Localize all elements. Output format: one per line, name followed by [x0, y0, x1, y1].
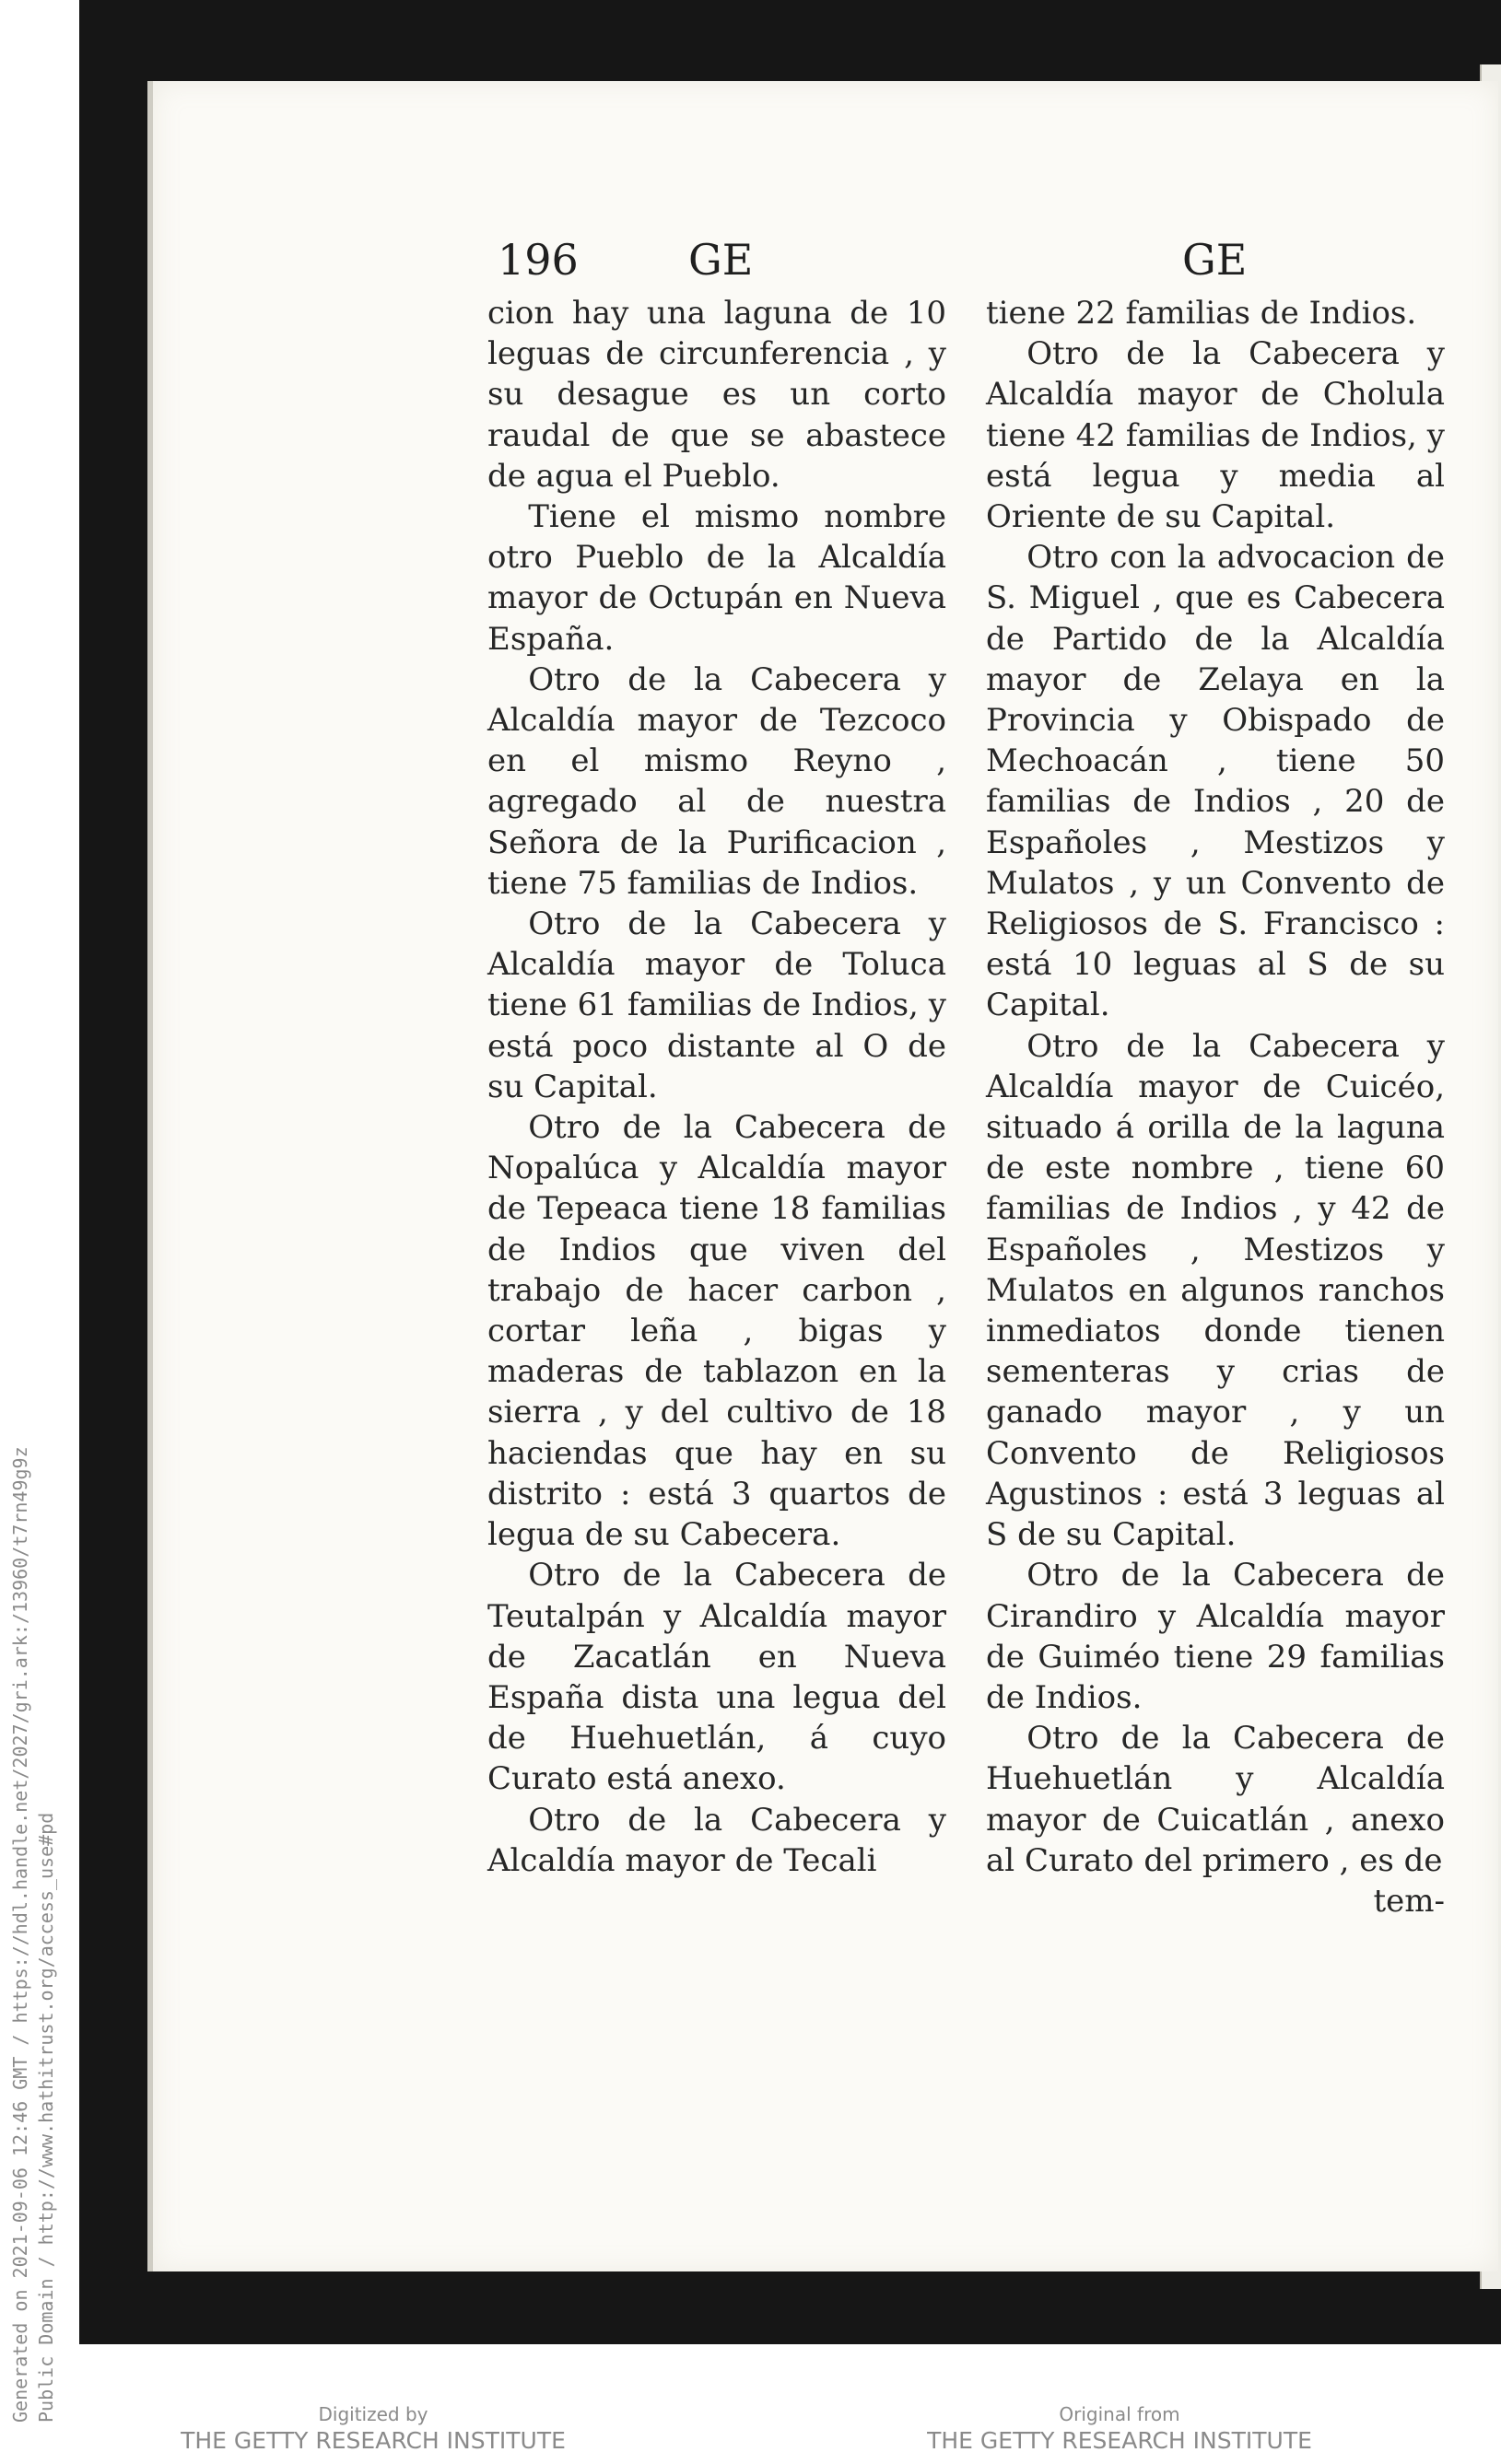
page-number: 196 — [498, 235, 579, 285]
footer-institution: THE GETTY RESEARCH INSTITUTE — [181, 2427, 566, 2454]
paragraph: Otro de la Cabecera de Cirandiro y Alcaldía mayor de Guiméo tiene 29 familias de Indios. — [986, 1557, 1445, 1716]
paragraph: Otro de la Cabecera de Huehuetlán y Alcaldía mayor de Cuicatlán , anexo al Curato del primero , es de — [986, 1720, 1445, 1879]
watermark-line-1: Generated on 2021-09-06 12:46 GMT / https://hdl.handle.net/2027/gri.ark:/13960/t7rn49g9z — [9, 1446, 31, 2423]
paragraph: Otro con la advocacion de S. Miguel , que es Cabecera de Partido de la Alcaldía mayor de Zelaya en la Provincia y Obispado de Mechoacán , tiene 50 familias de Indios , 20 de Españoles , Mestizos y Mulatos , y un Convento de Religiosos de S. Francisco : está 10 leguas al S de su Capital. — [986, 539, 1445, 1024]
footer-label: Original from — [1059, 2403, 1180, 2425]
footer-original-from — [921, 2402, 1318, 2456]
paragraph: Otro de la Cabecera y Alcaldía mayor de Cuicéo, situado á orilla de la laguna de este nombre , tiene 60 familias de Indios , y 42 de Españoles , Mestizos y Mulatos en algunos ranchos inmediatos donde tienen sementeras y crias de ganado mayor , y un Convento de Religiosos Agustinos : está 3 leguas al S de su Capital. — [986, 1027, 1445, 1554]
paragraph: Otro de la Cabecera y Alcaldía mayor de Toluca tiene 61 familias de Indios, y está poco distante al O de su Capital. — [487, 905, 946, 1105]
paragraph: Otro de la Cabecera y Alcaldía mayor de Tecali — [487, 1801, 946, 1879]
paragraph: tiene 22 familias de Indios. — [986, 295, 1417, 332]
footer-label: Digitized by — [318, 2403, 428, 2425]
footer-institution: THE GETTY RESEARCH INSTITUTE — [927, 2427, 1312, 2454]
right-text-column — [986, 293, 1445, 1921]
paragraph: Otro de la Cabecera y Alcaldía mayor de Tezcoco en el mismo Reyno , agregado al de nuestra Señora de la Purificacion , tiene 75 familias de Indios. — [487, 660, 946, 902]
running-head-right: GE — [1182, 235, 1248, 285]
paragraph: Tiene el mismo nombre otro Pueblo de la Alcaldía mayor de Octupán en Nueva España. — [487, 498, 946, 658]
footer-digitized-by — [175, 2402, 571, 2456]
paragraph: Otro de la Cabecera de Teutalpán y Alcaldía mayor de Zacatlán en Nueva España dista una legua del de Huehuetlán, á cuyo Curato está anexo. — [487, 1557, 946, 1798]
hathitrust-watermark — [7, 1446, 59, 2423]
catchword: tem- — [1373, 1882, 1445, 1920]
paragraph: cion hay una laguna de 10 leguas de circunferencia , y su desague es un corto raudal de que se abastece de agua el Pueblo. — [487, 295, 946, 495]
watermark-line-2: Public Domain / http://www.hathitrust.org/access_use#pd — [35, 1812, 57, 2423]
left-text-column — [487, 293, 946, 1881]
paragraph: Otro de la Cabecera y Alcaldía mayor de Cholula tiene 42 familias de Indios, y está legua y media al Oriente de su Capital. — [986, 335, 1445, 536]
paragraph: Otro de la Cabecera de Nopalúca y Alcaldía mayor de Tepeaca tiene 18 familias de Indios que viven del trabajo de hacer carbon , cortar leña , bigas y maderas de tablazon en la sierra , y del cultivo de 18 haciendas que hay en su distrito : está 3 quartos de legua de su Cabecera. — [487, 1109, 946, 1554]
running-head-left: GE — [688, 235, 754, 285]
